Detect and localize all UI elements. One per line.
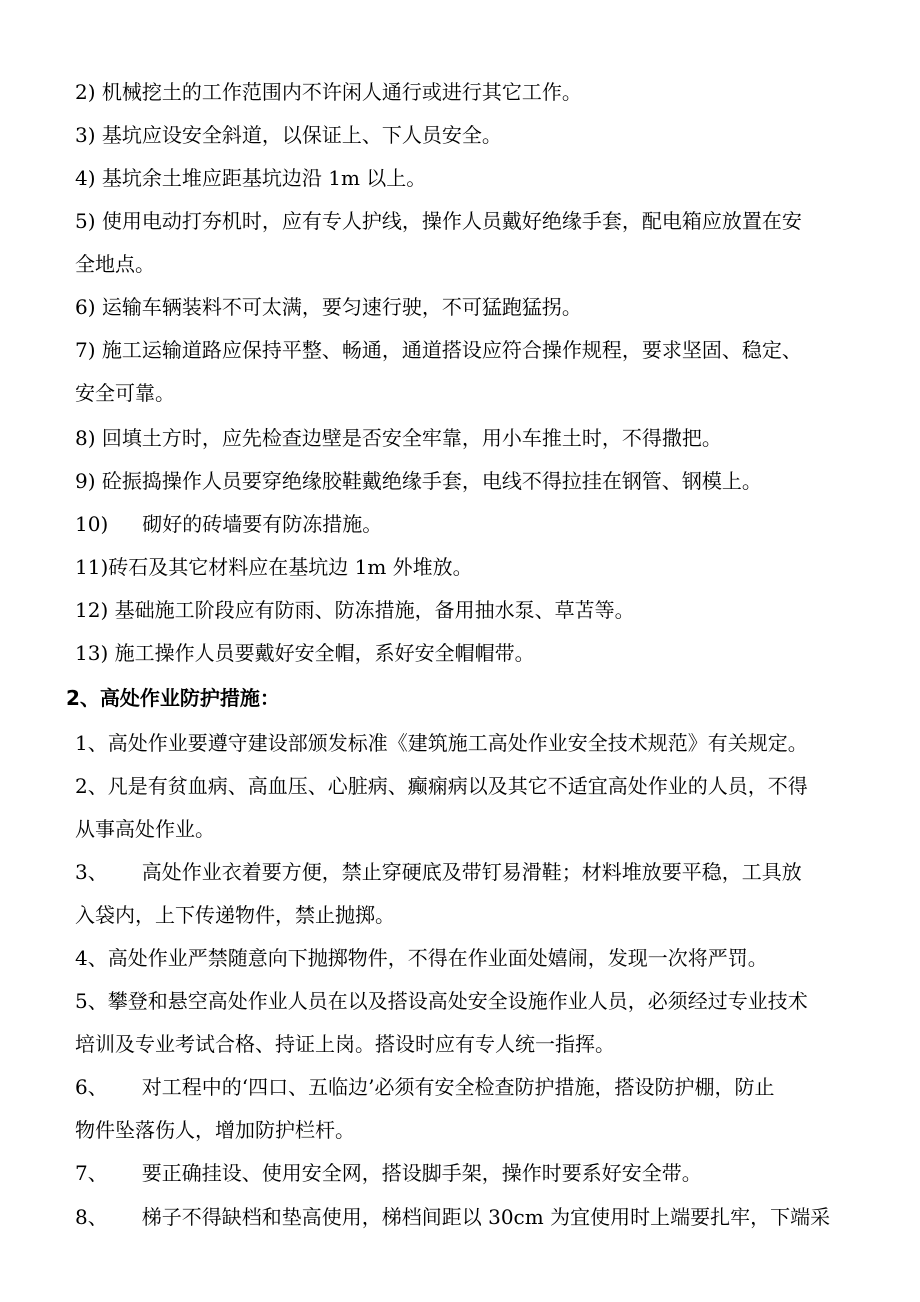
- s2-item-2-line-2: 从事高处作业。: [75, 817, 215, 841]
- item-6-line-1: 6) 运输车辆装料不可太满，要匀速行驶，不可猛跑猛拐。: [75, 295, 582, 319]
- item-11-line-1: 11)砖石及其它材料应在基坑边 1m 外堆放。: [75, 555, 473, 579]
- s2-item-1-line-1: 1、高处作业要遵守建设部颁发标准《建筑施工高处作业安全技术规范》有关规定。: [75, 731, 808, 755]
- s2-item-3-line-2: 入袋内，上下传递物件，禁止抛掷。: [75, 903, 395, 927]
- s2-item-7-line-1: 7、 要正确挂设、使用安全网，搭设脚手架，操作时要系好安全带。: [75, 1161, 702, 1185]
- item-7-line-2: 安全可靠。: [75, 381, 175, 405]
- s2-item-5-line-2: 培训及专业考试合格、持证上岗。搭设时应有专人统一指挥。: [75, 1032, 615, 1056]
- s2-item-6-line-2: 物件坠落伤人，增加防护栏杆。: [75, 1118, 355, 1142]
- s2-item-4-line-1: 4、高处作业严禁随意向下抛掷物件，不得在作业面处嬉闹，发现一次将严罚。: [75, 946, 768, 970]
- s2-item-5-line-1: 5、攀登和悬空高处作业人员在以及搭设高处安全设施作业人员，必须经过专业技术: [75, 989, 808, 1013]
- item-10-line-1: 10) 砌好的砖墙要有防冻措施。: [75, 512, 383, 536]
- item-7-line-1: 7) 施工运输道路应保持平整、畅通，通道搭设应符合操作规程，要求坚固、稳定、: [75, 338, 802, 362]
- s2-item-6-line-1: 6、 对工程中的‘四口、五临边’必须有安全检查防护措施，搭设防护棚，防止: [75, 1075, 775, 1099]
- s2-item-3-line-1: 3、 高处作业衣着要方便，禁止穿硬底及带钉易滑鞋；材料堆放要平稳，工具放: [75, 860, 802, 884]
- item-5-line-2: 全地点。: [75, 252, 155, 276]
- item-12-line-1: 12) 基础施工阶段应有防雨、防冻措施，备用抽水泵、草苫等。: [75, 598, 635, 622]
- item-3-line-1: 3) 基坑应设安全斜道，以保证上、下人员安全。: [75, 123, 502, 147]
- item-4-line-1: 4) 基坑余土堆应距基坑边沿 1m 以上。: [75, 166, 427, 190]
- item-8-line-1: 8) 回填土方时，应先检查边壁是否安全牢靠，用小车推土时，不得撒把。: [75, 426, 722, 450]
- item-2-line-1: 2) 机械挖土的工作范围内不许闲人通行或进行其它工作。: [75, 80, 582, 104]
- item-9-line-1: 9) 砼振捣操作人员要穿绝缘胶鞋戴绝缘手套，电线不得拉挂在钢管、钢模上。: [75, 469, 762, 493]
- s2-item-8-line-1: 8、 梯子不得缺档和垫高使用，梯档间距以 30cm 为宜使用时上端要扎牢，下端采: [75, 1205, 831, 1229]
- item-13-line-1: 13) 施工操作人员要戴好安全帽，系好安全帽帽带。: [75, 641, 535, 665]
- section-2-heading: 2、高处作业防护措施：: [66, 686, 280, 710]
- item-5-line-1: 5) 使用电动打夯机时，应有专人护线，操作人员戴好绝缘手套，配电箱应放置在安: [75, 209, 802, 233]
- s2-item-2-line-1: 2、凡是有贫血病、高血压、心脏病、癫痫病以及其它不适宜高处作业的人员，不得: [75, 774, 808, 798]
